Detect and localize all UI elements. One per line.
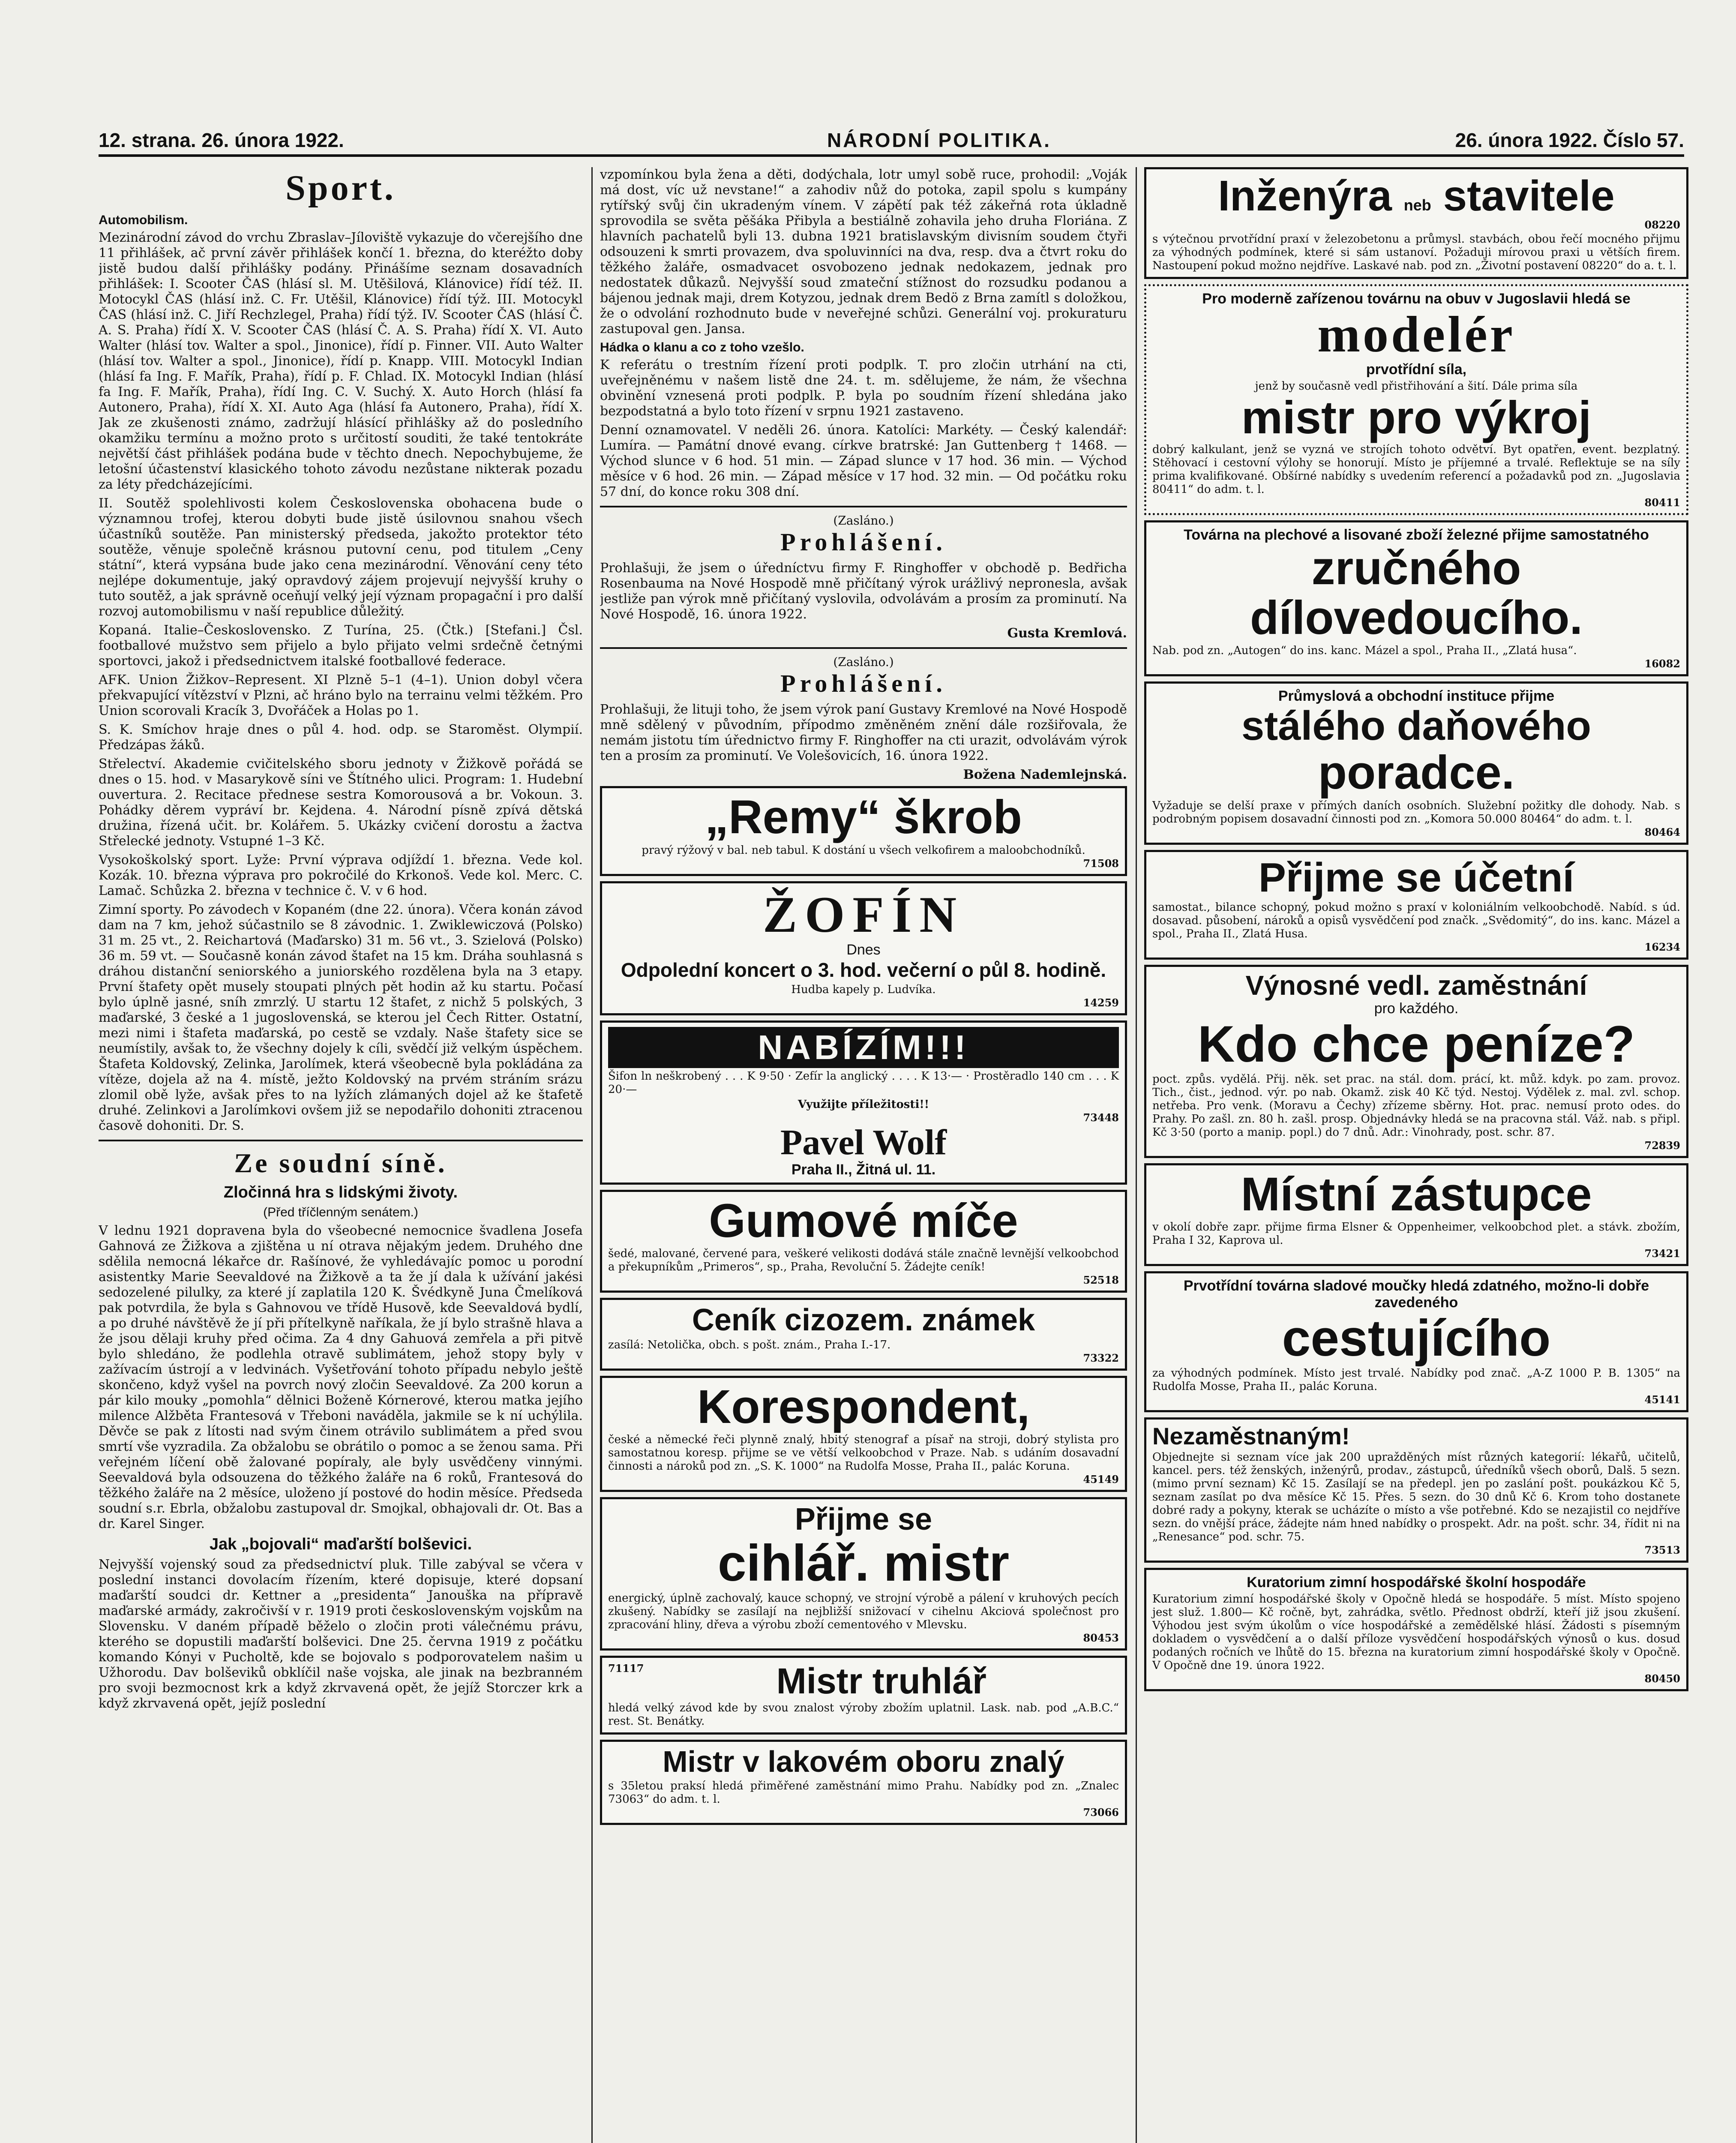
ad-nabizim-note: Využijte příležitosti!!	[798, 1098, 929, 1111]
ad-zofin-today: Dnes	[846, 941, 881, 958]
section-rule	[99, 1140, 583, 1141]
ad-stamps	[600, 1298, 1127, 1371]
ad-agent-title: Místní zástupce	[1241, 1168, 1592, 1221]
ad-rubber-balls-text: šedé, malované, červené para, veškeré velikosti dodává stále značně levnější velkoobchod a překupníkům „Primeros“, sp., Praha, Revoluční 5. Žádejte ceník!	[608, 1247, 1119, 1274]
ad-rubber-balls-title: Gumové míče	[709, 1194, 1018, 1247]
ad-traveller-intro: Prvotřídní továrna sladové moučky hledá zdatného, možno-li dobře zavedeného	[1183, 1278, 1649, 1311]
ad-agent-number: 73421	[1644, 1247, 1680, 1260]
ad-local-agent	[1144, 1163, 1688, 1267]
ad-accountant	[1144, 850, 1688, 960]
masthead: NÁRODNÍ POLITIKA.	[827, 129, 1051, 151]
ad-modeler-subtitle: prvotřídní síla,	[1366, 361, 1467, 378]
daily-calendar: Denní oznamovatel. V neděli 26. února. Katolíci: Markéty. — Český kalendář: Lumíra. — Památní dnové evang. církve bratrské: Jan Guttenberg † 1468. — Východ slunce v 6 hod. 51 min. — Západ slunce v 17 hod. 36 min. — Východ měsíce v 6 hod. 26 min. — Západ měsíce v 17 hod. 32 min. — Od počátku roku 57 dní, do konce roku 308 dní.	[600, 423, 1127, 499]
sent-label: (Zasláno.)	[833, 655, 894, 669]
ad-tax-number: 80464	[1644, 825, 1680, 838]
ad-foreman-intro: Továrna na plechové a lisované zboží železné přijme samostatného	[1184, 527, 1649, 543]
ad-unemployed-number: 73513	[1644, 1543, 1680, 1556]
ad-zofin-title: ŽOFÍN	[762, 885, 965, 943]
ad-rubber-balls	[600, 1190, 1127, 1293]
ad-nabizim-number: 73448	[1083, 1111, 1119, 1124]
ad-tax-title-2: poradce.	[1318, 746, 1515, 799]
section-rule	[600, 506, 1127, 507]
ad-accountant-number: 16234	[1644, 941, 1680, 954]
ad-correspondent	[600, 1376, 1127, 1492]
ad-engineer	[1144, 167, 1688, 279]
section-title-court: Ze soudní síně.	[234, 1148, 447, 1178]
ad-brick-master	[600, 1497, 1127, 1651]
article-university-sport: Vysokoškolský sport. Lyže: První výprava odjíždí 1. března. Vede kol. Kozák. 10. března výprava pro pokročilé do Krkonoš. Vede kol. Merc. C. Lamač. Schůzka 2. března v technice č. V. v 6 hod.	[99, 852, 583, 898]
ad-lacquer-title: Mistr v lakovém oboru znalý	[663, 1745, 1064, 1779]
ad-pavel-wolf	[600, 1020, 1127, 1185]
ad-foreman-number: 16082	[1644, 657, 1680, 670]
declaration-title-2: Prohlášení.	[780, 669, 947, 697]
ad-traveller-title: cestujícího	[1282, 1309, 1551, 1367]
declaration-title-1: Prohlášení.	[780, 528, 947, 556]
ad-tax-title-1: stálého daňového	[1241, 703, 1592, 749]
ad-unemployed-text: Objednejte si seznam více jak 200 upražděných míst různých kategorií: lékařů, učitelů, kancel. pers. též ženských, inženýrů, prodav., zástupců, úředníků všech oborů, Dalš. 5 sezn. (mimo první seznam) Kč 15. Zasílají se na předepl. jen po zaslání pošt. poukázkou Kč 5, seznam zasílat po dva měsíce Kč 15. Přes. 5 sezn. do 30 dnů Kč 6. Krom toho dostanete dobré rady a pokyny, kterak se ucházíte o místo a vše potřebné. Kdo se nezajistil co nejdříve sezn. do vnější práce, žádejte nám hned nabídky o prospekt. Adr. na pošt. schr. 34, řídit ni na „Renesance“ pod. schr. 75.	[1152, 1450, 1680, 1543]
ad-money-text: poct. způs. vydělá. Přij. něk. set prac. na stál. dom. prácí, kt. můž. kdyk. po zam. provoz. Tich., čist., jednod. výr. po nab. Okamž. zisk 40 Kč týd. Nestoj. Výdělek z. mal. zvl. schop. netřeba. Pro venk. (Moravu a Čechy) zřízeme sběrny. Hot. prac. nemusí proto odes. do Prahy. Po zašl. zn. 80 h. zašl. prosp. Objednávky hledá se na pracovna stál. Váž. nab. s připl. Kč 3·50 (porto a manip. popl.) do 7 dnů. Adr.: Vinohrady, post. schr. 87.	[1152, 1072, 1680, 1139]
ad-traveller	[1144, 1271, 1688, 1412]
ad-zofin-concert	[600, 881, 1127, 1015]
ad-correspondent-text: české a německé řeči plynně znalý, hbitý stenograf a písař na stroji, dobrý stylista pro samostatnou koresp. přijme se ve větší velkoobchod v Praze. Nab. s udáním dosavadní činnosti a nároků pod zn. „S. K. 1000“ na Rudolfa Mosse, Praha II., palác Koruna.	[608, 1433, 1119, 1473]
ad-modeler-intro: Pro moderně zařízenou továrnu na obuv v Jugoslavii hledá se	[1202, 291, 1631, 307]
ad-traveller-number: 45141	[1644, 1393, 1680, 1406]
ad-stamps-text: zasílá: Netolička, obch. s pošt. znám., Praha I.-17.	[608, 1338, 891, 1351]
ad-remy-starch	[600, 786, 1127, 876]
ad-modeler-text: jenž by současně vedl přistřihování a šití. Dále prima síla	[1255, 380, 1578, 393]
ad-side-income-title: Výnosné vedl. zaměstnání	[1245, 970, 1587, 1001]
ad-tax-text: Vyžaduje se delší praxe v přímých daních osobních. Služební požitky dle dohody. Nab. s podrobným popisem dosavadní činnosti pod zn. „Komora 50.000 80464“ do adm. t. l.	[1152, 799, 1680, 825]
ad-carpenter	[600, 1656, 1127, 1735]
section-title-sport: Sport.	[285, 168, 396, 208]
header-issue: 26. února 1922. Číslo 57.	[1455, 129, 1684, 151]
ad-shoe-modeler	[1144, 284, 1688, 515]
subhead-automobilism: Automobilism.	[99, 213, 188, 227]
declaration-signature-2: Božena Nademlejnská.	[963, 767, 1127, 782]
ad-money-number: 72839	[1644, 1139, 1680, 1152]
ad-remy-text: pravý rýžový v bal. neb tabul. K dostání u všech velkofirem a maloobchodníků.	[642, 843, 1085, 857]
declaration-text-2: Prohlašuji, že lituji toho, že jsem výrok paní Gustavy Kremlové na Nové Hospodě mně sdělený v původním, přípodmo změněném znění dále rozšiřovala, že nemám jistotu tím úřednictvo firmy F. Ringhoffer na cti urazit, odvolávám výrok ten a prosím za prominutí. Ve Volešovicích, 16. února 1922.	[600, 702, 1127, 763]
page-header	[99, 124, 1684, 157]
ad-foreman-text: Nab. pod zn. „Autogen“ do ins. kanc. Mázel a spol., Praha II., „Zlatá husa“.	[1152, 644, 1577, 657]
ad-foreman	[1144, 520, 1688, 676]
ad-foreman-title-2: dílovedoucího.	[1250, 591, 1583, 644]
ad-school-manager	[1144, 1568, 1688, 1691]
ad-lacquer-master	[600, 1740, 1127, 1825]
article-afk-union: AFK. Union Žižkov–Represent. XI Plzně 5–1 (4–1). Union dobyl včera překvapující vítězství v Plzni, ač hráno bylo na terrainu velmi těžkém. Pro Union scorovali Kracík 3, Dvořáček a Holas po 1.	[99, 672, 583, 718]
ad-carpenter-text: hledá velký závod kde by svou znalost výroby zbožím uplatnil. Lask. nab. pod „A.B.C.“ rest. St. Benátky.	[608, 1702, 1119, 1728]
ad-lacquer-number: 73066	[1083, 1806, 1119, 1819]
ad-carpenter-title: Mistr truhlář	[776, 1660, 986, 1701]
column-divider	[1136, 167, 1137, 2143]
ad-side-income-sub: pro každého.	[1374, 1000, 1459, 1017]
column-sport-court	[99, 167, 583, 2143]
ad-remy-title: „Remy“ škrob	[705, 791, 1022, 843]
ad-engineer-or: neb	[1403, 196, 1431, 214]
ad-engineer-title-1: Inženýra	[1218, 172, 1392, 220]
ad-zofin-number: 14259	[1083, 996, 1119, 1009]
ad-brick-text: energický, úplně zachovalý, kauce schopný, ve strojní výrobě a pálení v kruhových pecích zkušený. Nabídky se zasílají na nejbližší snižovací v cihelnu Akciová společnost pro zpracování hliny, dřeva a výrobu zboží cementového v Mlevsku.	[608, 1591, 1119, 1631]
ad-nabizim-items: Šifon ln neškrobený . . . K 9·50 · Zefír la anglický . . . . K 13·— · Prostěradlo 140 cm . . . K 20·—	[608, 1069, 1119, 1096]
ad-zofin-band: Hudba kapely p. Ludvíka.	[791, 983, 936, 996]
ad-tax-intro: Průmyslová a obchodní instituce přijme	[1278, 688, 1555, 705]
ad-engineer-title-2: stavitele	[1443, 172, 1615, 220]
article-smichov: S. K. Smíchov hraje dnes o půl 4. hod. odp. se Staroměst. Olympií. Předzápas žáků.	[99, 722, 583, 753]
ad-school-title: Kuratorium zimní hospodářské školní hospodáře	[1247, 1574, 1586, 1591]
article-winter-sports: Zimní sporty. Po závodech v Kopaném (dne 22. února). Včera konán závod dam na 7 km, jehož súčastnilo se 8 závodnic. 1. Zwiklewiczová (Polsko) 31 m. 25 vt., 2. Reichartová (Maďarsko) 31 m. 56 vt., 3. Szielová (Polsko) 36 m. 59 vt. — Současně konán závod štafet na 15 km. Dráha souhlasná s dráhou distanční seniorského a juniorského rozdělena byla na 3 etapy. První štafety opět musely stoupati plných pět hodin až ku startu. Počasí bylo úplně jasné, sníh zmrzlý. U startu 12 štafet, z nichž 5 polských, 3 maďarské, 3 české a 1 jugoslovenská, se kterou jel Čech Ritter. Ostatní, mezi nimi i štafeta maďarská, po cestě se vzdaly. Naše štafety sice se neumístily, avšak to, že všechny dojely k cíli, svědčí již velkým úspěchem. Štafeta Koldovský, Zelinka, Jarolímek, která všeobecně byla pokládána za vítěze, dojela až na 4. místě, ježto Koldovský na prvém stráním srázu zlomil obě lyže, avšak přes to na lyžích zlámaných dojel až ke štafetě druhé. Zelinkovi a Jarolímkovi ovšem již se nepodařilo dohoniti ztracenou časově dohoniti. Dr. S.	[99, 902, 583, 1133]
ad-tax-advisor	[1144, 681, 1688, 844]
subhead-quarrel: Hádka o klanu a co z toho vzešlo.	[600, 340, 804, 354]
ad-carpenter-number: 71117	[608, 1662, 644, 1675]
bolshevik-article-title: Jak „bojovali“ maďarští bolševici.	[209, 1535, 472, 1553]
article-football: Kopaná. Italie–Československo. Z Turína, 25. (Čtk.) [Stefani.] Čsl. footballové mužstvo sem přijelo a bylo přijato velmi srdečně četnými sportovci, jakož i předsednictvem italské footballové federace.	[99, 623, 583, 669]
ad-unemployed	[1144, 1417, 1688, 1563]
ad-traveller-text: za výhodných podmínek. Místo jest trvalé. Nabídky pod znač. „A-Z 1000 P. B. 1305“ na Rudolfa Mosse, Praha II., palác Koruna.	[1152, 1367, 1680, 1393]
section-rule	[600, 647, 1127, 649]
ad-engineer-code: 08220	[1644, 219, 1680, 231]
ad-correspondent-number: 45149	[1083, 1473, 1119, 1486]
column-ads	[1144, 167, 1688, 2143]
ad-pavel-wolf-address: Praha II., Žitná ul. 11.	[791, 1161, 936, 1178]
ad-brick-title-1: Přijme se	[795, 1502, 932, 1537]
ad-side-income	[1144, 965, 1688, 1158]
ad-pavel-wolf-name: Pavel Wolf	[780, 1122, 947, 1162]
ad-money-title: Kdo chce peníze?	[1197, 1015, 1635, 1073]
ad-brick-title-2: cihlář. mistr	[717, 1534, 1010, 1592]
ad-engineer-text: s výtečnou prvotřídní praxí v železobetonu a průmysl. stavbách, obou řečí mocného přijmu za výhodných podmínek, které si sám ustanoví. Požaduji mírovou praxi u větších firem. Nastoupení pokud možno nejdříve. Laskavé nab. pod zn. „Životní postavení 08220“ do a. t. l.	[1152, 233, 1680, 272]
ad-rubber-balls-number: 52518	[1083, 1274, 1119, 1287]
header-date: 12. strana. 26. února 1922.	[99, 129, 344, 151]
court-article-subtitle: (Před tříčlenným senátem.)	[263, 1205, 418, 1219]
column-middle	[600, 167, 1127, 2143]
article-bolshevik: Nejvyšší vojenský soud za předsednictví pluk. Tille zabýval se včera v poslední instanci dovolacím řízením, které dopisuje, které dopsaní maďarští soudci dr. Kettner a „presidenta“ Janouška na přípravě maďarské armády, zakročivší v r. 1919 proti československým vojskům na Slovensku. V daném případě běželo o zločin proti válečnému právu, kterého se dopustili maďarští bolševici. Dne 25. června 1919 z počátku komando Kónyi v Pucholtě, kde se bojovalo s podporovatelem našim u Užhorodu. Dav bolševiků obklíčil naše vojska, ale jinak na bezbranném pro svoji bezmocnost krk a když zkrvavená opět, že jejíž Storczer krk a když zkrvavená opět, jejíž poslední	[99, 1557, 583, 1711]
ad-foreman-title-1: zručného	[1311, 542, 1521, 595]
ad-cutting-master-text: dobrý kalkulant, jenž se vyzná ve strojích tohoto odvětví. Byt opatřen, event. bezplatný. Stěhovací i cestovní výlohy se honorují. Místo je příjemné a trvalé. Reflektuje se na síly prima kvalifikované. Obšírné nabídky s uvedením referencí a požadavků pod zn. „Jugoslavia 80411“ do adm. t. l.	[1152, 443, 1680, 496]
court-article-title: Zločinná hra s lidskými životy.	[223, 1183, 458, 1201]
ad-accountant-text: samostat., bilance schopný, pokud možno s praxí v koloniálním velkoobchodě. Nabíd. s úd. dosavad. působení, nároků a opisů vysvědčení pod značk. „Svědomitý“, do ins. kanc. Mázel a spol., Praha II., Zlatá Husa.	[1152, 901, 1680, 941]
ad-nabizim-title: NABÍZÍM!!!	[608, 1027, 1119, 1068]
ad-cutting-master-title: mistr pro výkroj	[1241, 391, 1592, 443]
ad-stamps-number: 73322	[1083, 1351, 1119, 1364]
column-divider	[591, 167, 593, 2143]
ad-zofin-concert-text: Odpolední koncert o 3. hod. večerní o půl 8. hodině.	[621, 958, 1106, 981]
ad-accountant-title: Přijme se účetní	[1258, 854, 1574, 900]
ad-school-text: Kuratorium zimní hospodářské školy v Opočně hledá se hospodáře. 5 míst. Místo spojeno jest služ. 1.800— Kč ročně, byt, zahrádka, světlo. Přednost obdrží, kteří již jsou zkušení. Výhodou jest svým úkolům o více hospodářské a zemědělské hlásí. Žádosti s písemným dokladem o vysvědčení a o další příloze vysvědčení hospodářských výnosů o kus. dosud podaných ročních ve lhůtě do 15. března na kuratorium zimní hospodářské školy v Opočně. V Opočně dne 19. února 1922.	[1152, 1592, 1680, 1672]
ad-stamps-title: Ceník cizozem. známek	[692, 1303, 1035, 1338]
ad-agent-text: v okolí dobře zapr. přijme firma Elsner & Oppenheimer, velkoobchod plet. a stávk. zbožím, Praha I 32, Kaprova ul.	[1152, 1221, 1680, 1247]
declaration-text-1: Prohlašuji, že jsem o úředníctvu firmy F. Ringhoffer v obchodě p. Bedřicha Rosenbauma na Nové Hospodě mně přičítaný výrok urážlivý nepronesla, avšak jestliže pan výrok mně přičítaný vyslovila, odvolávám a prosím za prominutí. Na Nové Hospodě, 16. února 1922.	[600, 561, 1127, 622]
ad-unemployed-title: Nezaměstnaným!	[1152, 1423, 1350, 1450]
article-court: V lednu 1921 dopravena byla do všeobecné nemocnice švadlena Josefa Gahnová ze Žižkova a zjištěna u ní otrava nějakým jedem. Druhého dne sdělila nemocná lékařce dr. Rašínové, že vyhledávajíc pomoc u porodní asistentky Marie Seevaldové na Žižkově a ta že jí dala k užívání jakési sedozelené pilulky, za které jí zaplatila 120 K. Švédkyně Juna Čmelíková pak potvrdila, že byla s Gahnovou ve třídě Husově, kde Seevaldová bydlí, a po druhé návštěvě že jí při přítelkyně naříkala, že jí bylo strašně hlava a že jsou dělaji kruhy před očima. Za 4 dny Gahuová zemřela a při pitvě bylo shledáno, že podlehla otravě sublimátem, jehož stopy byly v zažívacím ústrojí a v ledvinách. Vyšetřování tohoto případu nebylo ještě skončeno, když vyšel na povrch nový zločin Seevaldové. Za 200 korun a pár kilo mouky „pomohla“ dělnici Boženě Kórnerové, kterou matka jejího milence Alžběta Frantesová v Třeboni naváděla, jakmile se k ní uchýlila. Děvče se pak z lítosti nad svým činem otrávilo sublimátem a před svou smrtí vše vyzradila. Za obžalobu se obrátilo o pomoc a se ženou sama. Při veřejném líčení obě žalované popíraly, ale byly usvědčeny vinnými. Seevaldová byla odsouzena do těžkého žaláře na 6 roků, Frantesová do těžkého žaláře na 2 měsíce, uloženo jí postové do hodin měsíce. Předseda soudní s.r. Ebrla, obžalobu zastupoval dr. Smojkal, obhajovali dr. Ot. Bas a dr. Karel Singer.	[99, 1223, 583, 1531]
article-automobilism: Mezinárodní závod do vrchu Zbraslav–Jíloviště vykazuje do včerejšího dne 11 přihlášek, ač první závěr přihlášek končí 1. března, do kteréžto doby jistě budou další přihlášky podány. Přinášíme seznam dosavadních přihlášek: I. Scooter ČAS (hlásí sl. M. Utěšilová, Klánovice) řídí též. II. Motocykl ČAS (hlásí inž. C. Fr. Utěšil, Klánovice) řídí týž. III. Motocykl ČAS (hlásí inž. C. Jiří Rechzlegel, Praha) řídí týž. IV. Scooter ČAS (hlásí Č. A. S. Praha) řídí X. V. Scooter ČAS (hlásí Č. A. S. Praha) řídí X. VI. Auto Walter (hlásí tov. Walter a spol., Jinonice), řídí p. Finner. VII. Auto Walter (hlásí tov. Walter a spol., Jinonice), řídí p. Knapp. VIII. Motocykl Indian (hlásí fa Ing. F. Mařík, Praha), řídí p. F. Chlad. IX. Motocykl Indian (hlásí fa Ing. F. Mařík, Praha), řídí Ing. C. V. Suchý. X. Auto Horch (hlásí fa Autonero, Praha), řídí X. XI. Auto Aga (hlásí fa Autonero, Praha), řídí X. Jak ze zkušenosti známo, zadržují hlásící přihlášky až do posledního okamžiku termínu a možno proto s určitostí souditi, že také tentokráte největší část přihlášek podána bude v těchto dnech. Nepochybujeme, že letošní účastenství klasického tohoto závodu nezůstane nikterak pozadu za léty předcházejícími.	[99, 230, 583, 492]
ad-cutting-master-number: 80411	[1644, 496, 1680, 509]
ad-correspondent-title: Korespondent,	[697, 1380, 1030, 1433]
ad-school-number: 80450	[1644, 1672, 1680, 1685]
article-shooting: Střelectví. Akademie cvičitelského sboru jednoty v Žižkově pořádá se dnes o 15. hod. v Masarykově síni ve Štítného ulici. Program: 1. Hudební ouvertura. 2. Recitace přednese sestra Komorousová a br. Vokoun. 3. Pohádky děrem vypráví br. Kejdena. 4. Národní písně zpívá dětská družina, řízená učit. br. Kolářem. 5. Ukázky cvičení dorostu a žactva Střelecké jednoty. Vstupné 1–3 Kč.	[99, 756, 583, 849]
sent-label: (Zasláno.)	[833, 513, 894, 528]
article-reliability-trial: II. Soutěž spolehlivosti kolem Československa obohacena bude o významnou trofej, kterou dobyti bude jistě úsilovnou snahou všech účastníků soutěže. Pan ministerský předseda, jakožto protektor této soutěže, věnuje společně krásnou putovní cenu, pod titulem „Ceny státní“, která vypsána bude jako cena mezinárodní. Věnování ceny této nejlépe dokumentuje, jaký opravdový zájem projevují nejvyšší kruhy o tuto soutěž, a jak správně oceňují velký její význam propagační i pro další rozvoj automobilismu v naší republice důležitý.	[99, 496, 583, 619]
ad-modeler-title: modelér	[1317, 306, 1515, 363]
article-quarrel: K referátu o trestním řízení proti podplk. T. pro zločin utrhání na cti, uveřejněnému v našem listě dne 24. t. m. sdělujeme, že nám, že všechna obvinění vznesená proti podplk. P. byla po soudním řízení shledána jako bezpodstatná a bylo toto řízení v srpnu 1921 zastaveno.	[600, 357, 1127, 419]
ad-lacquer-text: s 35letou praksí hledá přiměřené zaměstnání mimo Prahu. Nabídky pod zn. „Znalec 73063“ do adm. t. l.	[608, 1779, 1119, 1806]
declaration-signature-1: Gusta Kremlová.	[1007, 626, 1127, 641]
ad-brick-number: 80453	[1083, 1631, 1119, 1644]
article-continued: vzpomínkou byla žena a děti, dodýchala, lotr umyl sobě ruce, prohodil: „Voják má dost, víc už nevstane!“ a zahodiv nůž do potoka, zapil spolu s kumpány rytířský svůj čin ukradeným vínem. V zápětí pak též zákeřná rota úkladně sprovodila se světa pěšáka Přibyla a bestiálně zohavila jeho druha Floriána. Z hlavních pachatelů byli 13. dubna 1921 bratislavským divisním soudem čtyři odsouzeni k smrti provazem, dva spoluvinníci na dva, resp. dva a čtvrt roku do těžkého žaláře, osmadvacet osvobozeno jednak nedokazem, jednak pro nedostatek důkazů. Nejvyšší soud zmateční stížnost do rozsudku podanou a bájenou jednak maji, drem Kotyzou, jednak drem Bedö z Brna zamítl s doložkou, že o odvolání rozhodnuto bude v neveřejné schůzi. Generální voj. prokuraturu zastupoval gen. Jansa.	[600, 167, 1127, 336]
ad-remy-number: 71508	[1083, 857, 1119, 870]
